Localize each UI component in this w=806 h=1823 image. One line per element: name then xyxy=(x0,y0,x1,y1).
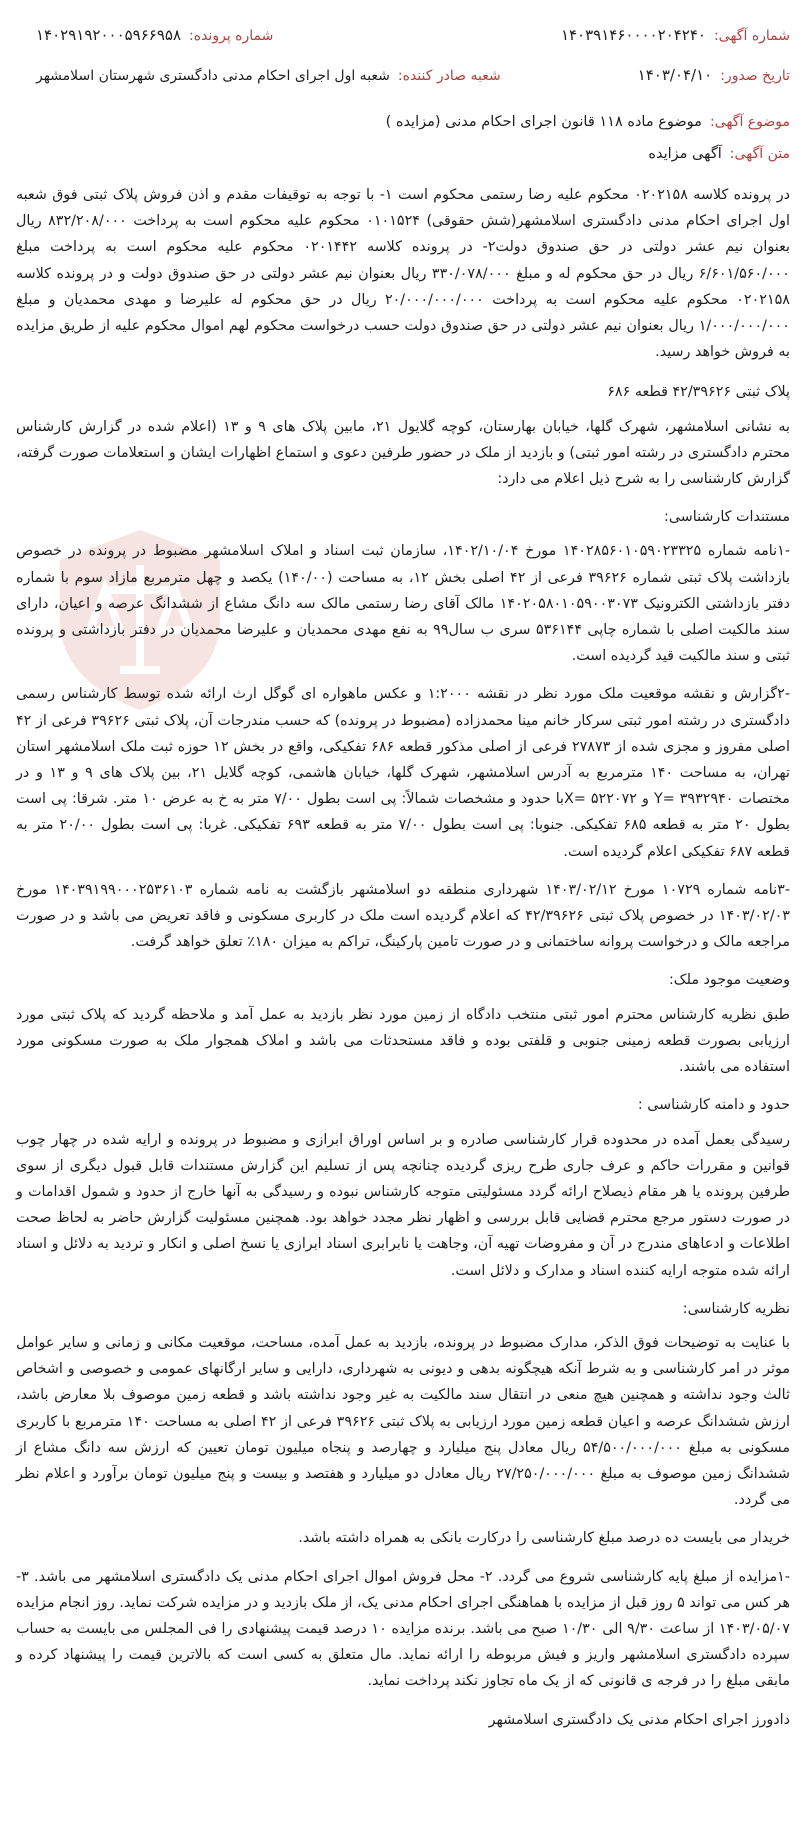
subject-line xyxy=(16,114,790,144)
section-heading-opinion: نظریه کارشناسی: xyxy=(682,1300,790,1317)
plate-heading: پلاک ثبتی ۴۲/۳۹۶۲۶ قطعه ۶۸۶ xyxy=(607,384,790,401)
paragraph-doc-2: -۲گزارش و نقشه موقعیت ملک مورد نظر در نقشه ۱:۲۰۰۰ و عکس ماهواره ای گوگل ارث ارائه شده توسط کارشناس رسمی دادگستری در رشته امور ثبتی سرکار خانم مینا محمدزاده (مضبوط در پرونده) که حسب مندرجات آن، پلاک ثبتی ۳۹۶۲۶ فرعی از ۴۲ اصلی مفروز و مجزی شده از ۲۷۸۷۳ فرعی از اصلی مذکور قطعه ۶۸۶ تفکیکی، واقع در بخش ۱۲ حوزه ثبت ملک اسلامشهر استان تهران، به مساحت ۱۴۰ مترمربع به آدرس اسلامشهر، شهرک گلها، خیابان هاشمی، کوچه گلایل ۲۱، بین پلاک های ۹ و ۱۳ و در مختصات ۳۹۳۲۹۴۰ =Y و ۵۲۲۰۷۲ =Xبا حدود و مشخصات شمالاً: پی است بطول ۷/۰۰ متر به خ به عرض ۱۰ متر. شرقا: پی است بطول ۲۰ متر به قطعه ۶۸۵ تفکیکی. جنوبا: پی است بطول ۷/۰۰ متر به قطعه ۶۹۳ تفکیکی. غربا: پی است بطول ۲۰/۰۰ متر به قطعه ۶۸۷ تفکیکی اعلام گردیده است. xyxy=(16,686,791,860)
paragraph-intro: در پرونده کلاسه ۰۲۰۲۱۵۸ محکوم علیه رضا رستمی محکوم است ۱- با توجه به توقیفات مقدم و اذن فروش پلاک ثبتی فوق شعبه اول اجرای احکام مدنی دادگستری اسلامشهر(شش حقوقی) ۰۱۰۱۵۲۴ محکوم علیه محکوم است به پرداخت ۸۳۲/۲۰۸/۰۰۰ ریال بعنوان نیم عشر دولتی در حق صندوق دولت۲- در پرونده کلاسه ۰۲۰۱۴۴۲ محکوم علیه محکوم است به پرداخت مبلغ ۶/۶۰۱/۵۶۰/۰۰۰ ریال در حق محکوم له و مبلغ ۳۳۰/۰۷۸/۰۰۰ ریال بعنوان نیم عشر دولتی در حق صندوق دولت و در پرونده کلاسه ۰۲۰۲۱۵۸ محکوم علیه محکوم است به پرداخت ۲۰/۰۰۰/۰۰۰/۰۰۰ ریال در حق محکوم له علیرضا و مهدی محمدیان و مبلغ ۱/۰۰۰/۰۰۰/۰۰۰ ریال بعنوان نیم عشر دولتی در حق صندوق دولت حسب درخواست محکوم لهم اموال محکوم علیه از طریق مزایده به فروش خواهد رسید. xyxy=(16,187,791,361)
text-title: آگهی مزایده xyxy=(648,146,722,162)
paragraph-doc-3: -۳نامه شماره ۱۰۷۲۹ مورخ ۱۴۰۳/۰۲/۱۲ شهرداری منطقه دو اسلامشهر بازگشت به نامه شماره ۱۴۰۳۹۱۹۹۰۰۰۲۵۳۶۱۰۳ مورخ ۱۴۰۳/۰۲/۰۳ در خصوص پلاک ثبتی ۴۲/۳۹۶۲۶ که اعلام گردیده است ملک در کاربری مسکونی و فاقد تعریض می باشد و در صورت مراجعه مالک و درخواست پروانه ساختمانی و در صورت تامین پارکینگ، تراکم به میزان ۱۸۰٪ تعلق خواهد گرفت. xyxy=(16,881,790,951)
header-row-2 xyxy=(16,66,790,112)
paragraph-buyer-note: خریدار می بایست ده درصد مبلغ کارشناسی را درکارت بانکی به همراه داشته باشد. xyxy=(298,1530,790,1547)
case-number: ۱۴۰۲۹۱۹۲۰۰۰۵۹۶۶۹۵۸ xyxy=(36,26,182,44)
ad-number-label: شماره آگهی: xyxy=(713,28,790,44)
ad-number: ۱۴۰۳۹۱۴۶۰۰۰۰۲۰۴۲۴۰ xyxy=(560,26,706,44)
text-title-line xyxy=(16,146,790,182)
issuer-label: شعبه صادر کننده: xyxy=(397,68,501,84)
case-number-label: شماره پرونده: xyxy=(189,28,274,44)
paragraph-scope: رسیدگی بعمل آمده در محدوده قرار کارشناسی صادره و بر اساس اوراق ابرازی و مضبوط در پرونده و ارایه شده در چهار چوب قوانین و مقررات حاکم و عرف جاری طرح ریزی گردیده چنانچه پس از تسلیم این گزارش مستندات قابل قبول دیگری از سوی طرفین پرونده یا هر مقام ذیصلاح ارائه گردد مسئولیتی متوجه کارشناس نبوده و رسیدگی به آنها خارج از حدود و شمول اقدامات و در صورت دستور مرجع محترم قضایی قابل بررسی و اظهار نظر مجدد خواهد بود. همچنین مسئولیت گزارش حاضر به لحاظ صحت اطلاعات و ادعاهای مندرج در آن و مفروضات تهیه آن، وجاهت یا نابرابری اسناد ابرازی یا نسخ اصلی و انکار و تردید به دلائل و اسناد ارائه شده متوجه ارایه کننده اسناد و مدارک و دلائل است. xyxy=(16,1131,790,1279)
section-heading-documents: مستندات کارشناسی: xyxy=(664,509,790,526)
paragraph-address: به نشانی اسلامشهر، شهرک گلها، خیابان بهارستان، کوچه گلایول ۲۱، مابین پلاک های ۹ و ۱۳ (اعلام شده در گزارش کارشناس محترم دادگستری در رشته امور ثبتی) و بازدید از ملک در حضور طرفین دعوی و استماع اظهارات ایشان و استعلامات صورت گرفته، گزارش کارشناسی را به شرح ذیل اعلام می دارد: xyxy=(16,418,791,488)
paragraph-doc-1: -۱نامه شماره ۱۴۰۲۸۵۶۰۱۰۵۹۰۲۳۳۲۵ مورخ ۱۴۰۲/۱۰/۰۴، سازمان ثبت اسناد و املاک اسلامشهر مضبوط در پرونده در خصوص بازداشت پلاک ثبتی شماره ۳۹۶۲۶ فرعی از ۴۲ اصلی بخش ۱۲، به مساحت (۱۴۰/۰۰) یکصد و چهل مترمربع مازاد سوم با شماره دفتر بازداشتی الکترونیک ۱۴۰۲۰۵۸۰۱۰۵۹۰۰۳۰۷۳ مالک آقای رضا رستمی مالک سه دانگ مشاع از ششدانگ عرصه و اعیان، دارای سند مالکیت اصلی با شماره چاپی ۵۳۶۱۴۴ سری ب سال۹۹ به نفع مهدی محمدیان و علیرضا محمدیان در دفتر بازداشتی و پرونده ثبتی و سند مالکیت قید گردیده است. xyxy=(16,543,790,665)
paragraph-auction-terms: -۱مزایده از مبلغ پایه کارشناسی شروع می گردد. ۲- محل فروش اموال اجرای احکام مدنی یک دادگستری اسلامشهر می باشد. ۳- هر کس می تواند ۵ روز قبل از مزایده با هماهنگی اجرای احکام مدنی یک، از ملک بازدید و در مزایده شرکت نماید. روز انجام مزایده ۱۴۰۳/۰۵/۰۷ از ساعت ۹/۳۰ الی ۱۰/۳۰ صبح می باشد. برنده مزایده ۱۰ درصد قیمت پیشنهادی را فی المجلس می بایست به حساب سپرده دادگستری اسلامشهر واریز و فیش مربوطه را ارائه نماید. مال متعلق به کسی است که بالاترین قیمت را پیشنهاد کرده و مابقی مبلغ را در فرجه ی قانونی که از یک ماه تجاوز نکند پرداخت نماید. xyxy=(16,1568,790,1690)
section-heading-status: وضعیت موجود ملک: xyxy=(668,972,790,989)
ad-body xyxy=(16,182,790,1733)
header-row-1 xyxy=(16,26,790,66)
issue-date-label: تاریخ صدور: xyxy=(720,68,790,84)
subject-label: موضوع آگهی: xyxy=(709,114,790,130)
signature-line: دادورز اجرای احکام مدنی یک دادگستری اسلامشهر xyxy=(488,1711,790,1728)
paragraph-status: طبق نظریه کارشناس محترم امور ثبتی منتخب دادگاه از زمین مورد نظر بازدید به عمل آمد و ملاحظه گردید که پلاک ثبتی مورد ارزیابی بصورت قطعه زمینی جنوبی و قلفتی بوده و فاقد مستحدثات می باشد و املاک همجوار ملک به صورت مسکونی مورد استفاده می باشند. xyxy=(16,1006,790,1076)
text-label: متن آگهی: xyxy=(729,146,790,162)
issuer-cell xyxy=(36,68,501,84)
paragraph-opinion: با عنایت به توضیحات فوق الذکر، مدارک مضبوط در پرونده، بازدید به عمل آمده، مساحت، موقعیت مکانی و زمانی و سایر عوامل موثر در امر کارشناسی و به شرط آنکه هیچگونه بدهی و دیونی به شهرداری، دارایی و سایر ارگانهای عمومی و خصوصی و اشخاص ثالث وجود نداشته و همچنین هیچ منعی در انتقال سند مالکیت به غیر وجود نداشته باشد و قطعه زمین موصوف بلا معارض باشد، ارزش ششدانگ عرصه و اعیان قطعه زمین مورد ارزیابی به پلاک ثبتی ۳۹۶۲۶ فرعی از ۴۲ اصلی به مساحت ۱۴۰ مترمربع با کاربری مسکونی به مبلغ ۵۴/۵۰۰/۰۰۰/۰۰۰ ریال معادل پنج میلیارد و چهارصد و پنجاه میلیون تومان تعیین که ارزش سه دانگ مشاع از ششدانگ زمین موصوف به مبلغ ۲۷/۲۵۰/۰۰۰/۰۰۰ ریال معادل دو میلیارد و هفتصد و بیست و پنج میلیون تومان برآورد و اعلام نظر می گردد. xyxy=(16,1334,790,1509)
issuer: شعبه اول اجرای احکام مدنی دادگستری شهرستان اسلامشهر xyxy=(36,68,390,84)
case-number-cell xyxy=(36,26,273,44)
subject: موضوع ماده ۱۱۸ قانون اجرای احکام مدنی (مزایده ) xyxy=(385,114,702,130)
issue-date: ۱۴۰۳/۰۴/۱۰ xyxy=(637,66,713,84)
ad-number-cell xyxy=(561,26,790,44)
issue-date-cell xyxy=(638,66,790,84)
section-heading-scope: حدود و دامنه کارشناسی : xyxy=(637,1097,790,1114)
